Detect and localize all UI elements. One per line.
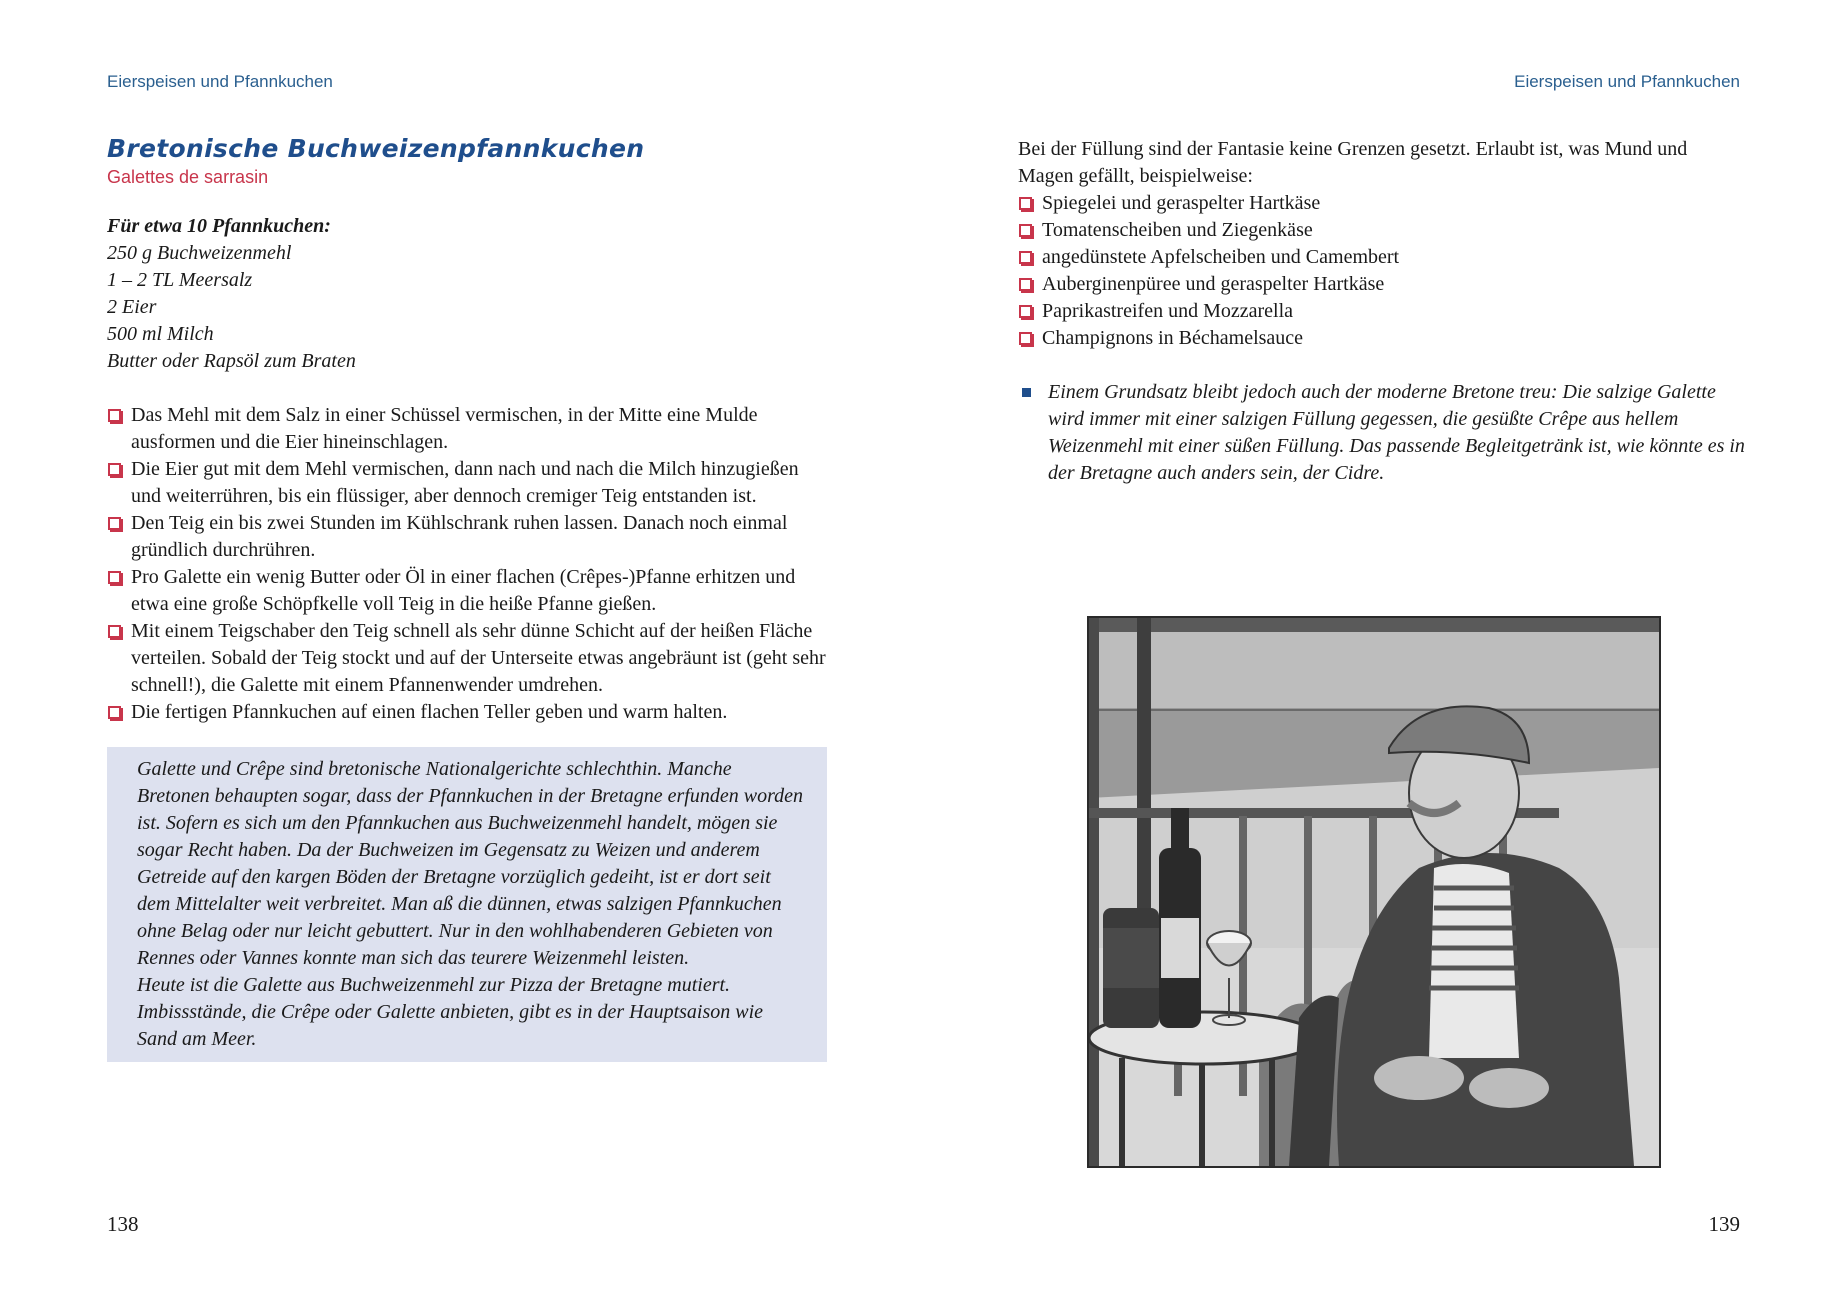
method-step (107, 456, 827, 510)
ingredients-block (107, 213, 827, 375)
right-page (915, 0, 1831, 1299)
filling-item (1018, 325, 1746, 352)
ingredient-item: 500 ml Milch (107, 323, 214, 345)
filling-text: angedünstete Apfelscheiben und Camembert (1042, 246, 1400, 268)
fillings-list (1018, 190, 1746, 352)
illustration-man-on-balcony (1087, 616, 1661, 1168)
method-step (107, 564, 827, 618)
checkbox-bullet-icon (108, 463, 121, 476)
illustration-image (1089, 618, 1659, 1166)
recipe-subtitle: Galettes de sarrasin (107, 167, 269, 187)
filling-item (1018, 190, 1746, 217)
checkbox-bullet-icon (108, 517, 121, 530)
ingredients-heading: Für etwa 10 Pfannkuchen: (107, 215, 331, 237)
recipe-column (107, 133, 827, 1062)
checkbox-bullet-icon (108, 571, 121, 584)
fillings-column (1018, 136, 1746, 487)
method-step (107, 699, 827, 726)
filling-text: Tomatenscheiben und Ziegenkäse (1042, 219, 1313, 241)
step-text: Den Teig ein bis zwei Stunden im Kühlschrank ruhen lassen. Danach noch einmal gründlich durchrühren. (131, 512, 788, 561)
recipe-title: Bretonische Buchweizenpfannkuchen (107, 134, 645, 163)
checkbox-bullet-icon (1019, 332, 1032, 345)
filling-text: Champignons in Béchamelsauce (1042, 327, 1304, 349)
filling-text: Paprikastreifen und Mozzarella (1042, 300, 1294, 322)
checkbox-bullet-icon (1019, 251, 1032, 264)
filling-item (1018, 244, 1746, 271)
checkbox-bullet-icon (1019, 278, 1032, 291)
filling-text: Spiegelei und geraspelter Hartkäse (1042, 192, 1321, 214)
checkbox-bullet-icon (108, 706, 121, 719)
step-text: Die Eier gut mit dem Mehl vermischen, dann nach und nach die Milch hinzugießen und weiterrühren, bis ein flüssiger, aber dennoch cremiger Teig entstanden ist. (131, 458, 799, 507)
running-head: Eierspeisen und Pfannkuchen (1514, 72, 1740, 91)
method-step (107, 618, 827, 699)
left-page (0, 0, 915, 1299)
step-text: Mit einem Teigschaber den Teig schnell als sehr dünne Schicht auf der heißen Fläche verteilen. Sobald der Teig stockt und auf der Unterseite etwas angebräunt ist (geht sehr schnell!), die Galette mit einem Pfannenwender umdrehen. (131, 620, 826, 696)
step-text: Die fertigen Pfannkuchen auf einen flachen Teller geben und warm halten. (131, 701, 728, 723)
tip-note (1018, 379, 1746, 487)
ingredient-item: 250 g Buchweizenmehl (107, 242, 292, 264)
square-bullet-icon (1022, 388, 1031, 397)
checkbox-bullet-icon (1019, 197, 1032, 210)
method-steps (107, 402, 827, 726)
tip-text: Einem Grundsatz bleibt jedoch auch der moderne Bretone treu: Die salzige Galette wird immer mit einer salzigen Füllung gegessen, die gesüßte Crêpe aus hellem Weizenmehl mit einer süßen Füllung. Das passende Begleitgetränk ist, wie könnte es in der Bretagne auch anders sein, der Cidre. (1048, 381, 1745, 484)
method-step (107, 510, 827, 564)
checkbox-bullet-icon (1019, 305, 1032, 318)
info-box (107, 747, 827, 1062)
ingredient-item: 2 Eier (107, 296, 157, 318)
ingredient-item: 1 – 2 TL Meersalz (107, 269, 253, 291)
step-text: Pro Galette ein wenig Butter oder Öl in einer flachen (Crêpes-)Pfanne erhitzen und etwa eine große Schöpfkelle voll Teig in die heiße Pfanne gießen. (131, 566, 796, 615)
method-step (107, 402, 827, 456)
ingredient-item: Butter oder Rapsöl zum Braten (107, 350, 356, 372)
filling-text: Auberginenpüree und geraspelter Hartkäse (1042, 273, 1385, 295)
fillings-intro: Bei der Füllung sind der Fantasie keine Grenzen gesetzt. Erlaubt ist, was Mund und Magen gefällt, beispielweise: (1018, 138, 1688, 187)
step-text: Das Mehl mit dem Salz in einer Schüssel vermischen, in der Mitte eine Mulde ausformen und die Eier hineinschlagen. (131, 404, 758, 453)
page-number: 139 (1708, 1212, 1740, 1236)
checkbox-bullet-icon (108, 625, 121, 638)
info-paragraph: Heute ist die Galette aus Buchweizenmehl zur Pizza der Bretagne mutiert. Imbissstände, die Crêpe oder Galette anbieten, gibt es in der Hauptsaison wie Sand am Meer. (137, 974, 764, 1050)
info-paragraph: Galette und Crêpe sind bretonische Nationalgerichte schlechthin. Manche Bretonen behaupten sogar, dass der Pfannkuchen in der Bretagne erfunden worden ist. Sofern es sich um den Pfannkuchen aus Buchweizenmehl handelt, mögen sie sogar Recht haben. Da der Buchweizen im Gegensatz zu Weizen und anderem Getreide auf den kargen Böden der Bretagne vorzüglich gedeiht, ist er dort seit dem Mittelalter weit verbreitet. Man aß die dünnen, etwas salzigen Pfannkuchen ohne Belag oder nur leicht gebuttert. Nur in den wohlhabenderen Gebieten von Rennes oder Vannes konnte man sich das teurere Weizenmehl leisten. (137, 758, 803, 969)
checkbox-bullet-icon (1019, 224, 1032, 237)
checkbox-bullet-icon (108, 409, 121, 422)
filling-item (1018, 298, 1746, 325)
filling-item (1018, 271, 1746, 298)
page-number: 138 (107, 1212, 139, 1236)
filling-item (1018, 217, 1746, 244)
running-head: Eierspeisen und Pfannkuchen (107, 72, 333, 91)
